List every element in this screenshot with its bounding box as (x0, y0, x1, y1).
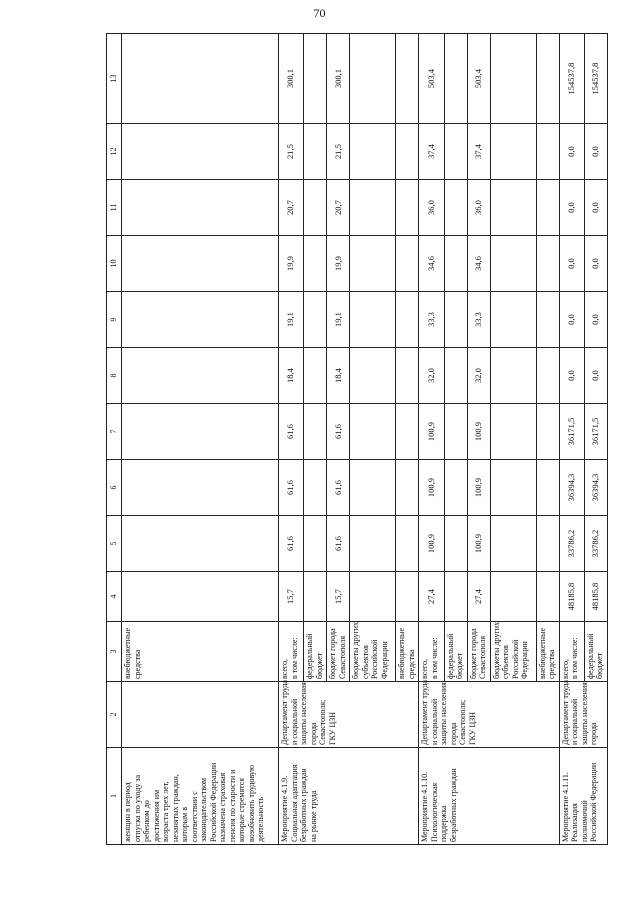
value-cell: 33786,2 (559, 516, 584, 572)
text-line: Российской (370, 639, 380, 679)
value-cell (490, 516, 536, 572)
value-cell (490, 124, 536, 180)
value-cell (536, 124, 559, 180)
value-cell: 48185,8 (559, 572, 584, 622)
text-line: Мероприятие 4.1.10. (420, 771, 430, 842)
activity-name-cell (279, 748, 419, 845)
value-cell (396, 180, 419, 236)
value-cell (396, 236, 419, 292)
funding-source-cell (350, 622, 396, 682)
value-cell (122, 124, 279, 180)
value-cell: 0,0 (559, 292, 584, 348)
col-header: 7 (107, 404, 122, 460)
value-cell (396, 404, 419, 460)
value-cell (304, 236, 327, 292)
table-row (419, 34, 444, 845)
value-cell: 61,6 (279, 404, 304, 460)
value-cell (536, 404, 559, 460)
value-cell: 61,6 (327, 460, 350, 516)
text-line: женщин в период (123, 782, 132, 842)
value-cell (536, 572, 559, 622)
value-cell: 0,0 (559, 236, 584, 292)
text-line: бюджеты других (491, 621, 501, 679)
col-header: 6 (107, 460, 122, 516)
value-cell (122, 292, 279, 348)
text-line: Российской Федерации (208, 762, 218, 842)
text-line: возраста трех лет, (161, 781, 170, 842)
text-line: бюджет (595, 652, 605, 679)
text-line: Реализация (570, 803, 580, 842)
funding-source-cell (327, 622, 350, 682)
value-cell (444, 34, 467, 124)
value-cell: 61,6 (279, 516, 304, 572)
value-cell (350, 124, 396, 180)
value-cell (536, 292, 559, 348)
value-cell: 36,0 (419, 180, 444, 236)
text-line: бюджет города (468, 628, 478, 679)
value-cell (304, 572, 327, 622)
text-line: ГКУ ЦЗН (327, 711, 337, 745)
col-header: 12 (107, 124, 122, 180)
value-cell (396, 292, 419, 348)
text-line: Севастополя; (458, 699, 468, 745)
text-line: федеральный (305, 633, 315, 679)
value-cell (122, 404, 279, 460)
text-line: внебюджетные (123, 628, 132, 679)
value-cell (444, 572, 467, 622)
value-cell (350, 34, 396, 124)
value-cell (444, 460, 467, 516)
value-cell (304, 404, 327, 460)
value-cell (304, 124, 327, 180)
value-cell: 32,0 (467, 348, 490, 404)
value-cell: 21,5 (327, 124, 350, 180)
value-cell: 33,3 (467, 292, 490, 348)
value-cell: 15,7 (279, 572, 304, 622)
value-cell (304, 34, 327, 124)
value-cell (122, 34, 279, 124)
value-cell: 18,4 (327, 348, 350, 404)
col-header: 8 (107, 348, 122, 404)
table-row (279, 34, 304, 845)
text-line: субъектов (360, 645, 370, 679)
text-line: федеральный (445, 633, 455, 679)
value-cell (350, 180, 396, 236)
value-cell (444, 236, 467, 292)
text-line: Федерации (520, 641, 530, 679)
funding-source-cell (584, 622, 607, 682)
text-line: города (308, 722, 318, 745)
text-line: субъектов (501, 645, 511, 679)
col-header: 10 (107, 236, 122, 292)
text-line: Мероприятие 4.1.9. (280, 775, 290, 842)
value-cell (122, 348, 279, 404)
text-line: средства (132, 649, 142, 679)
rotated-table-container (106, 34, 608, 845)
value-cell: 61,6 (327, 516, 350, 572)
text-line: безработных граждан (448, 768, 458, 842)
value-cell (490, 34, 536, 124)
value-cell (396, 460, 419, 516)
value-cell (350, 292, 396, 348)
executor-cell (122, 682, 279, 748)
value-cell (490, 292, 536, 348)
text-line: и социальной (289, 698, 299, 745)
table-body (122, 34, 608, 845)
value-cell (122, 572, 279, 622)
activity-name-cell (419, 748, 559, 845)
text-line: бюджет (314, 652, 324, 679)
value-cell (304, 180, 327, 236)
text-line: достижения им (151, 789, 161, 842)
value-cell: 27,4 (419, 572, 444, 622)
value-cell: 100,9 (419, 404, 444, 460)
value-cell (350, 348, 396, 404)
value-cell: 19,1 (279, 292, 304, 348)
value-cell (490, 348, 536, 404)
funding-source-cell (444, 622, 467, 682)
column-number-row (107, 34, 122, 845)
value-cell (304, 516, 327, 572)
text-line: пенсия по старости и (227, 769, 237, 842)
value-cell (396, 34, 419, 124)
value-cell: 100,9 (467, 516, 490, 572)
value-cell (396, 348, 419, 404)
text-line: бюджеты других (351, 621, 361, 679)
value-cell: 20,7 (327, 180, 350, 236)
value-cell (490, 460, 536, 516)
text-line: ребенком до (142, 800, 151, 842)
text-line: ГКУ ЦЗН (467, 711, 477, 745)
text-line: поддержка (439, 805, 449, 842)
value-cell: 36394,3 (584, 460, 607, 516)
value-cell: 61,6 (279, 460, 304, 516)
executor-cell (279, 682, 419, 748)
value-cell (122, 180, 279, 236)
value-cell: 0,0 (559, 180, 584, 236)
value-cell (536, 460, 559, 516)
col-header: 13 (107, 34, 122, 124)
funding-source-cell (536, 622, 559, 682)
col-header: 4 (107, 572, 122, 622)
text-line: Департамент труда (420, 680, 430, 745)
value-cell (444, 404, 467, 460)
text-line: Севастополя; (318, 699, 328, 745)
value-cell: 33786,2 (584, 516, 607, 572)
funding-source-cell (122, 622, 279, 682)
value-cell: 300,1 (279, 34, 304, 124)
text-line: средства (406, 649, 416, 679)
value-cell: 0,0 (559, 124, 584, 180)
text-line: Российской (510, 639, 520, 679)
budget-table (106, 33, 608, 845)
value-cell: 0,0 (559, 348, 584, 404)
text-line: Департамент труда (280, 680, 290, 745)
funding-source-cell (304, 622, 327, 682)
value-cell (536, 180, 559, 236)
value-cell (304, 460, 327, 516)
value-cell (444, 180, 467, 236)
value-cell (304, 292, 327, 348)
col-header: 9 (107, 292, 122, 348)
text-line: деятельность (256, 796, 265, 842)
text-line: федеральный (585, 633, 595, 679)
value-cell: 19,1 (327, 292, 350, 348)
text-line: Севастополя (478, 636, 488, 679)
value-cell: 34,6 (467, 236, 490, 292)
value-cell: 18,4 (279, 348, 304, 404)
text-line: защиты населения (439, 682, 449, 745)
text-line: в том числе: (289, 637, 299, 679)
value-cell (536, 236, 559, 292)
text-line: в том числе: (570, 637, 580, 679)
text-line: отпуска по уходу за (132, 774, 142, 842)
text-line: города (589, 722, 599, 745)
value-cell (490, 236, 536, 292)
value-cell: 36,0 (467, 180, 490, 236)
value-cell: 154537,8 (559, 34, 584, 124)
value-cell (396, 124, 419, 180)
value-cell: 61,6 (327, 404, 350, 460)
value-cell (536, 516, 559, 572)
value-cell: 48185,8 (584, 572, 607, 622)
funding-source-cell (419, 622, 444, 682)
text-line: которым в (180, 807, 189, 842)
value-cell (350, 236, 396, 292)
text-line: всего, (560, 658, 570, 679)
value-cell (122, 516, 279, 572)
executor-cell (419, 682, 559, 748)
text-line: всего, (280, 658, 290, 679)
text-line: Мероприятие 4.1.11. (560, 772, 570, 842)
value-cell: 20,7 (279, 180, 304, 236)
col-header: 2 (107, 682, 122, 748)
text-line: Российской Федерации (589, 762, 599, 842)
text-line: в том числе: (429, 637, 439, 679)
text-line: Севастополя (337, 636, 347, 679)
value-cell (490, 572, 536, 622)
col-header: 5 (107, 516, 122, 572)
text-line: Социальная адаптация (289, 764, 299, 842)
text-line: которые стремятся (237, 778, 246, 842)
value-cell: 32,0 (419, 348, 444, 404)
value-cell: 15,7 (327, 572, 350, 622)
value-cell: 100,9 (419, 460, 444, 516)
text-line: защиты населения (299, 682, 309, 745)
text-line: защиты населения (579, 682, 589, 745)
funding-source-cell (467, 622, 490, 682)
value-cell: 37,4 (419, 124, 444, 180)
value-cell (122, 460, 279, 516)
text-line: полномочий (579, 800, 589, 842)
value-cell: 0,0 (584, 124, 607, 180)
value-cell: 19,9 (327, 236, 350, 292)
text-line: законодательством (199, 777, 208, 842)
value-cell: 37,4 (467, 124, 490, 180)
value-cell: 100,9 (467, 460, 490, 516)
text-line: города (448, 722, 458, 745)
value-cell: 36394,3 (559, 460, 584, 516)
text-line: бюджет (455, 652, 465, 679)
value-cell (444, 292, 467, 348)
value-cell: 0,0 (584, 180, 607, 236)
col-header: 1 (107, 748, 122, 845)
activity-name-cell (559, 748, 607, 845)
text-line: Психологическая (429, 782, 439, 842)
text-line: и социальной (570, 698, 580, 745)
funding-source-cell (396, 622, 419, 682)
col-header: 3 (107, 622, 122, 682)
text-line: на рынке труда (308, 790, 318, 842)
value-cell: 300,1 (327, 34, 350, 124)
value-cell: 36171,5 (584, 404, 607, 460)
text-line: и социальной (429, 698, 439, 745)
value-cell (350, 516, 396, 572)
value-cell: 0,0 (584, 292, 607, 348)
value-cell: 27,4 (467, 572, 490, 622)
value-cell (396, 572, 419, 622)
value-cell: 503,4 (467, 34, 490, 124)
value-cell (304, 348, 327, 404)
value-cell: 503,4 (419, 34, 444, 124)
value-cell: 100,9 (419, 516, 444, 572)
funding-source-cell (559, 622, 584, 682)
text-line: внебюджетные (537, 628, 547, 679)
value-cell (444, 348, 467, 404)
value-cell (122, 236, 279, 292)
value-cell: 100,9 (467, 404, 490, 460)
text-line: незанятых граждан, (170, 774, 180, 842)
page-number: 70 (313, 6, 326, 20)
value-cell (536, 34, 559, 124)
text-line: Департамент труда (560, 680, 570, 745)
text-line: бюджет города (328, 628, 338, 679)
funding-source-cell (490, 622, 536, 682)
value-cell: 21,5 (279, 124, 304, 180)
table-wrapper (106, 34, 608, 845)
value-cell: 0,0 (584, 348, 607, 404)
value-cell (350, 404, 396, 460)
value-cell (396, 516, 419, 572)
funding-source-cell (279, 622, 304, 682)
text-line: всего, (420, 658, 430, 679)
value-cell: 154537,8 (584, 34, 607, 124)
value-cell: 36171,5 (559, 404, 584, 460)
value-cell: 33,3 (419, 292, 444, 348)
value-cell (490, 404, 536, 460)
text-line: внебюджетные (397, 628, 407, 679)
text-line: Федерации (379, 641, 389, 679)
table-row (122, 34, 279, 845)
value-cell (350, 460, 396, 516)
activity-name-cell (122, 748, 279, 845)
table-row (559, 34, 584, 845)
text-line: возобновить трудовую (246, 765, 256, 842)
value-cell (444, 124, 467, 180)
value-cell (536, 348, 559, 404)
value-cell (490, 180, 536, 236)
value-cell (350, 572, 396, 622)
executor-cell (559, 682, 607, 748)
value-cell: 34,6 (419, 236, 444, 292)
text-line: назначена страховая (218, 772, 227, 842)
value-cell: 0,0 (584, 236, 607, 292)
text-line: соответствии с (189, 791, 199, 842)
text-line: безработных граждан (299, 768, 309, 842)
value-cell (444, 516, 467, 572)
col-header: 11 (107, 180, 122, 236)
text-line: средства (547, 649, 557, 679)
value-cell: 19,9 (279, 236, 304, 292)
